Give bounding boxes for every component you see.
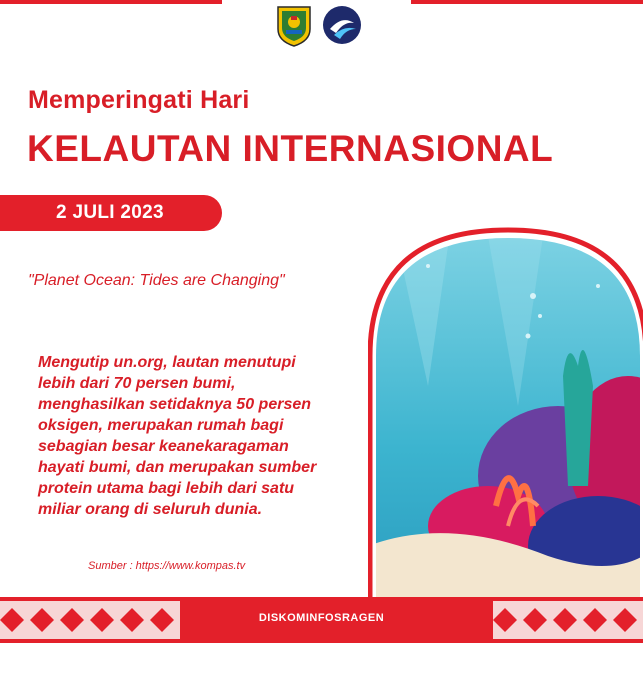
top-accent-bar-right: [411, 0, 643, 4]
body-line: sebagian besar keanekaragaman: [38, 438, 289, 455]
body-line: lebih dari 70 persen bumi,: [38, 375, 236, 392]
date-badge: [0, 195, 222, 231]
body-line: oksigen, merupakan rumah bagi: [38, 417, 284, 434]
footer-bar: [0, 597, 643, 643]
theme-quote: "Planet Ocean: Tides are Changing": [28, 272, 285, 289]
body-line: menghasilkan setidaknya 50 persen: [38, 396, 312, 413]
page-subtitle: Memperingati Hari: [28, 86, 250, 114]
kominfo-logo-icon: [322, 5, 362, 45]
body-line: miliar orang di seluruh dunia.: [38, 501, 263, 518]
source-credit: Sumber : https://www.kompas.tv: [88, 560, 246, 572]
page-title: KELAUTAN INTERNASIONAL: [27, 128, 554, 169]
body-paragraph: [38, 352, 368, 520]
footer-label: DISKOMINFOSRAGEN: [258, 612, 385, 624]
date-text: 2 JULI 2023: [56, 202, 164, 223]
body-line: Mengutip un.org, lautan menutupi: [38, 354, 296, 371]
top-accent-bar-left: [0, 0, 222, 4]
body-line: protein utama bagi lebih dari satu: [38, 480, 295, 497]
ocean-illustration: [368, 226, 643, 598]
body-line: hayati bumi, dan merupakan sumber: [38, 459, 317, 476]
regency-emblem-icon: [276, 5, 312, 47]
